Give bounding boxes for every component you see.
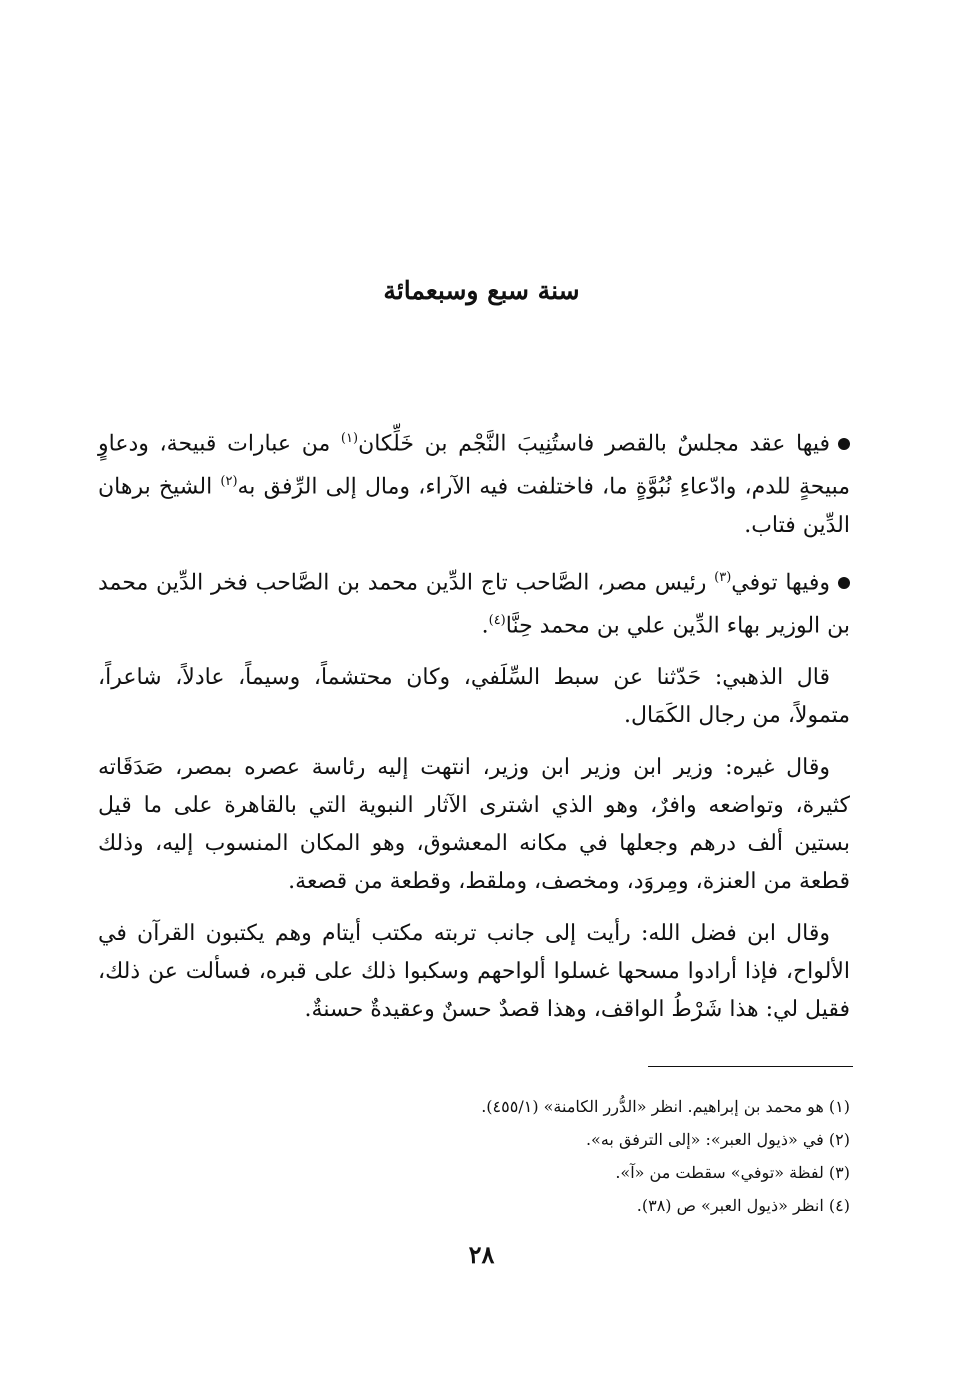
main-text: [98, 420, 850, 1043]
paragraph-2-text-a: وفيها توفي: [731, 569, 830, 595]
footnote-4: (٤) انظر «ذيول العبر» ص (٣٨).: [636, 1196, 850, 1215]
paragraph-3: قال الذهبي: حَدّثنا عن سبط السِّلَفي، وكان محتشماً، وسيماً، عادلاً، شاعراً، متمولاً، من رجال الكَمَال.: [98, 665, 850, 729]
footnote-divider: [648, 1066, 853, 1067]
paragraph-2-text-c: .: [481, 613, 489, 639]
page-title: سنة سبع وسبعمائة: [383, 276, 580, 305]
footnote-ref-1: (١): [340, 431, 359, 446]
footnote-2: (٢) في «ذيول العبر»: «إلى الترفق به».: [585, 1130, 850, 1149]
footnote-ref-3: (٣): [714, 569, 732, 585]
paragraph-4: وقال غيره: وزير ابن وزير ابن وزير، انتهت إليه رئاسة عصره بمصر، صَدَقَاته كثيرة، وتواضعه وافرٌ، وهو الذي اشترى الآثار النبوية التي بالقاهرة على ما قيل بستين ألف درهم وجعلها في مكانه المعشوق، وهو المكان المنسوب إليه، وذلك قطعة من العنزة، ومِروَد، ومخصف، وملقط، وقطعة من قصعة.: [98, 755, 850, 895]
footnote-1: (١) هو محمد بن إبراهيم. انظر «الدُّرر الكامنة» (٤٥٥/١).: [481, 1097, 850, 1116]
bullet-icon: [838, 577, 850, 589]
footnote-ref-2: (٢): [220, 474, 238, 490]
paragraph-1: [98, 420, 850, 545]
paragraph-2: [98, 559, 850, 646]
paragraph-1-text-c: الشيخ برهان الدِّين فتاب.: [98, 474, 850, 538]
footnote-3: (٣) لفظة «توفي» سقطت من «آ».: [615, 1163, 850, 1182]
paragraph-5: وقال ابن فضل الله: رأيت إلى جانب تربته مكتب أيتام وهم يكتبون القرآن في الألواح، فإذا أرادوا مسحها غسلوا ألواحهم وسكبوا ذلك على قبره، فسألت عن ذلك، فقيل لي: هذا شَرْطُ الواقف، وهذا قصدٌ حسنٌ وعقيدةٌ حسنةٌ.: [98, 921, 850, 1023]
paragraph-1-text-b: من عبارات قبيحة، ودعاوٍ مبيحةٍ للدم، وادّعاءِ نُبُوَّةٍ ما، فاختلفت فيه الآراء، ومال إلى الرِّفق به: [98, 431, 851, 500]
bullet-icon: [838, 438, 850, 450]
paragraph-2-text-b: رئيس مصر، الصَّاحب تاج الدِّين محمد بن الصَّاحب فخر الدِّين محمد بن الوزير بهاء الدِّين علي بن محمد حِنَّا: [98, 569, 850, 639]
footnote-ref-4: (٤): [488, 612, 506, 628]
footnotes: [98, 1090, 850, 1222]
page-number: ٢٨: [468, 1240, 495, 1269]
paragraph-1-text-a: فيها عقد مجلسٌ بالقصر فاستُنِيبَ النَّجْم بن خَلِّكان: [358, 431, 831, 457]
